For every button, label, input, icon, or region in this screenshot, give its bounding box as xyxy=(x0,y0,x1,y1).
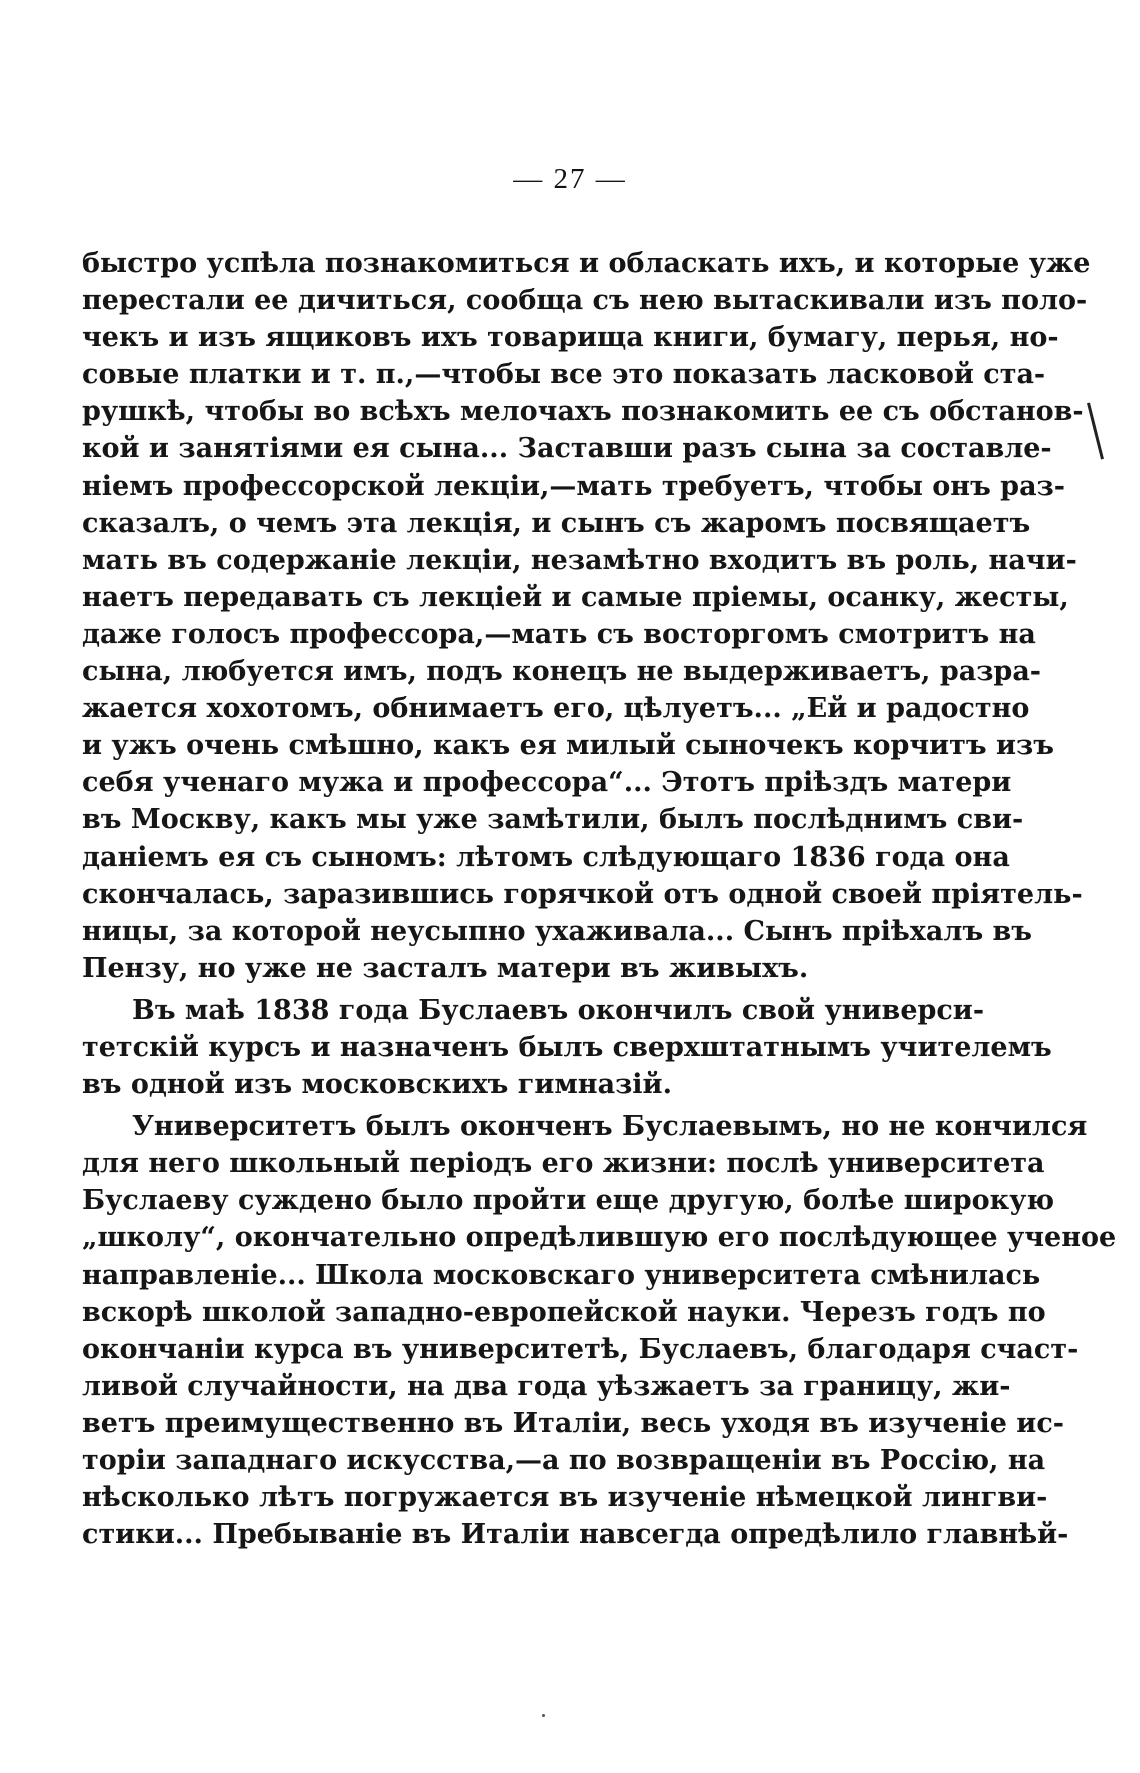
text-line: перестали ее дичиться, сообща съ нею вытаскивали изъ поло- xyxy=(82,285,1088,317)
text-line: для него школьный періодъ его жизни: послѣ университета xyxy=(82,1148,1045,1180)
text-line: мать въ содержаніе лекціи, незамѣтно входитъ въ роль, начи- xyxy=(82,544,1077,576)
text-line: наетъ передавать съ лекціей и самые пріемы, осанку, жесты, xyxy=(82,581,1069,613)
page-number: — 27 — xyxy=(513,163,627,195)
text-line: сказалъ, о чемъ эта лекція, и сынъ съ жаромъ посвящаетъ xyxy=(82,507,1031,539)
text-line: нѣсколько лѣтъ погружается въ изученіе нѣмецкой лингви- xyxy=(82,1482,1048,1514)
text-line: сына, любуется имъ, подъ конецъ не выдерживаетъ, разра- xyxy=(82,656,1042,688)
text-line: вскорѣ школой западно-европейской науки. Черезъ годъ по xyxy=(82,1296,1046,1328)
text-line: Пензу, но уже не засталъ матери въ живыхъ. xyxy=(82,952,809,984)
margin-pencil-mark xyxy=(1087,402,1104,459)
text-line: себя ученаго мужа и профессора“... Этотъ пріѣздъ матери xyxy=(82,767,1012,799)
text-line: совые платки и т. п.,—чтобы все это показать ласковой ста- xyxy=(82,359,1046,391)
text-line: Въ маѣ 1838 года Буслаевъ окончилъ свой универси- xyxy=(132,994,985,1026)
paper-speck xyxy=(542,1714,545,1717)
paragraph-3 xyxy=(82,1108,1117,1553)
text-line: быстро успѣла познакомиться и обласкать ихъ, и которые уже xyxy=(82,248,1091,279)
text-line: и ужъ очень смѣшно, какъ ея милый сыночекъ корчитъ изъ xyxy=(82,730,1054,762)
text-line: даніемъ ея съ сыномъ: лѣтомъ слѣдующаго 1836 года она xyxy=(82,841,1010,873)
text-line: окончаніи курса въ университетѣ, Буслаевъ, благодаря счаст- xyxy=(82,1333,1079,1365)
text-line: направленіе... Школа московскаго университета смѣнилась xyxy=(82,1259,1041,1291)
paragraph-2 xyxy=(82,992,1052,1103)
text-line: даже голосъ профессора,—мать съ восторгомъ смотритъ на xyxy=(82,618,1036,650)
text-line: въ одной изъ московскихъ гимназій. xyxy=(82,1069,672,1101)
paragraph-1 xyxy=(82,245,1091,987)
text-line: Университетъ былъ оконченъ Буслаевымъ, но не кончился xyxy=(132,1111,1088,1143)
text-line: скончалась, заразившись горячкой отъ одной своей пріятель- xyxy=(82,878,1083,910)
text-line: „школу“, окончательно опредѣлившую его послѣдующее ученое xyxy=(82,1222,1117,1254)
body-text xyxy=(82,245,1117,1553)
text-line: въ Москву, какъ мы уже замѣтили, былъ послѣднимъ сви- xyxy=(82,804,1024,836)
text-line: Буслаеву суждено было пройти еще другую, болѣе широкую xyxy=(82,1185,1055,1217)
text-line: стики... Пребываніе въ Италіи навсегда опредѣлило главнѣй- xyxy=(82,1519,1069,1551)
text-line: кой и занятіями ея сына... Заставши разъ сына за составле- xyxy=(82,433,1052,465)
text-line: ницы, за которой неусыпно ухаживала... Сынъ пріѣхалъ въ xyxy=(82,915,1033,947)
text-line: чекъ и изъ ящиковъ ихъ товарища книги, бумагу, перья, но- xyxy=(82,322,1059,354)
text-line: ніемъ профессорской лекціи,—мать требуетъ, чтобы онъ раз- xyxy=(82,470,1065,502)
text-line: жается хохотомъ, обнимаетъ его, цѣлуетъ... „Ей и радостно xyxy=(82,693,1030,725)
text-line: рушкѣ, чтобы во всѣхъ мелочахъ познакомить ее съ обстанов- xyxy=(82,396,1084,428)
text-line: тетскій курсъ и назначенъ былъ сверхштатнымъ учителемъ xyxy=(82,1031,1052,1063)
text-line: ветъ преимущественно въ Италіи, весь уходя въ изученіе ис- xyxy=(82,1407,1064,1439)
text-line: ливой случайности, на два года уѣзжаетъ за границу, жи- xyxy=(82,1370,1011,1402)
text-line: торіи западнаго искусства,—а по возвращеніи въ Россію, на xyxy=(82,1445,1046,1476)
